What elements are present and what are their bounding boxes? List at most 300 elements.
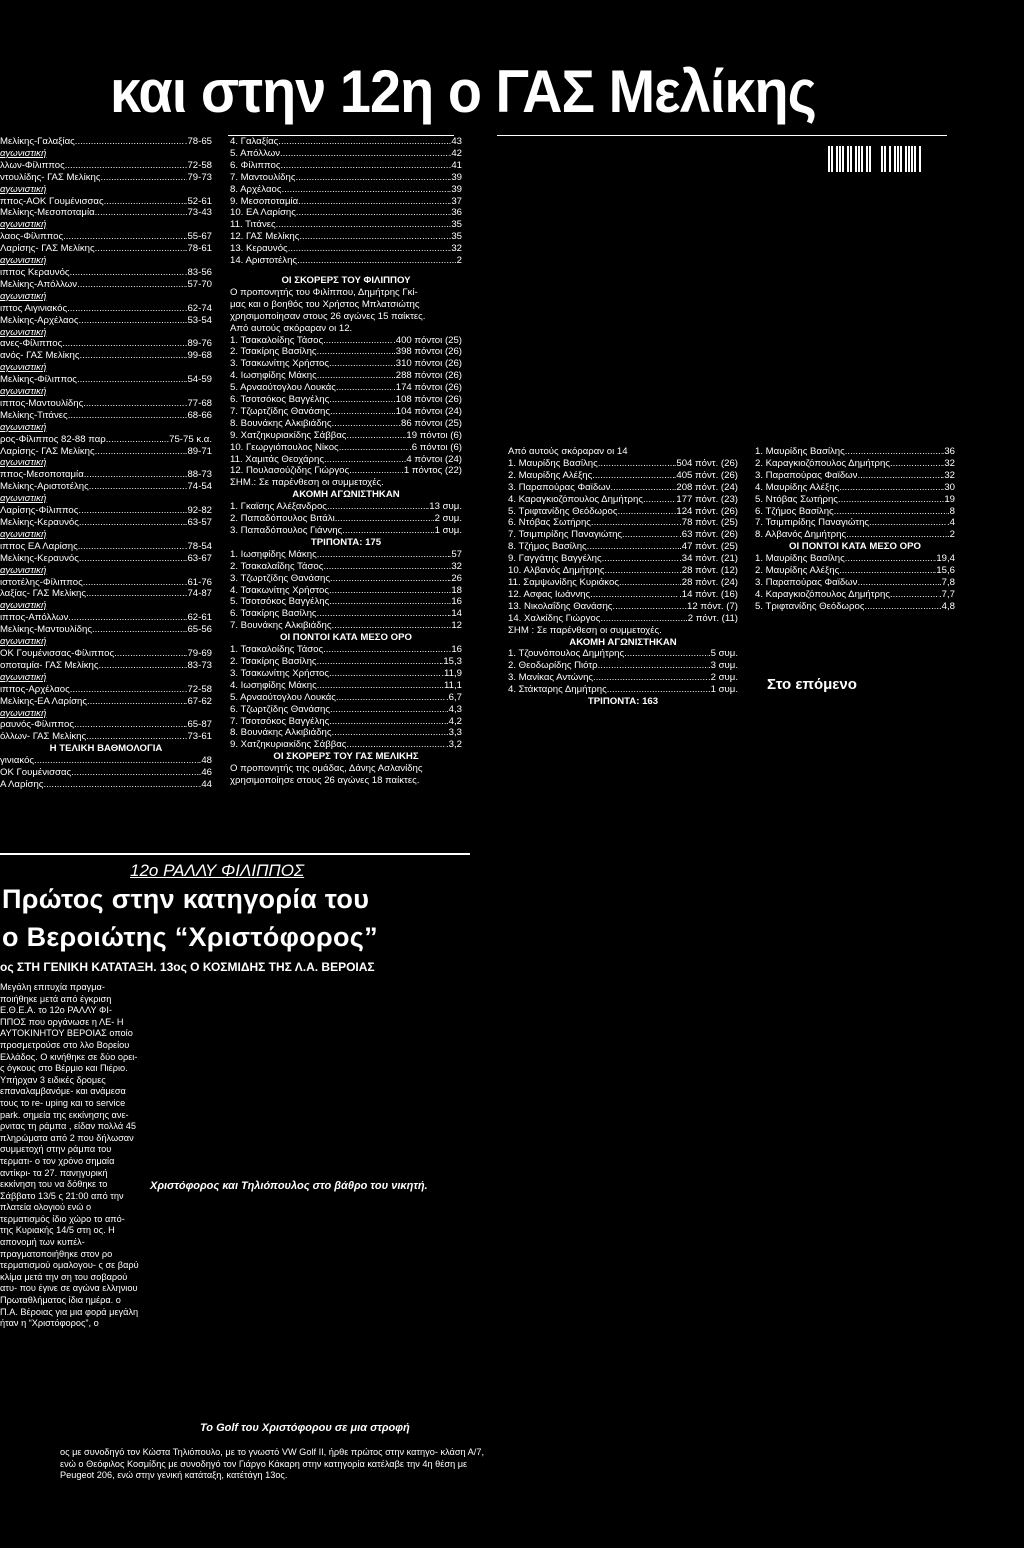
row-value: .2 συμ. <box>707 672 738 684</box>
note-text: Ο προπονητής του Φιλίππου, Δημήτρης Γκί- <box>230 286 418 298</box>
row-value: .62-61 <box>184 612 212 624</box>
dot-leader <box>330 406 393 418</box>
result-row <box>0 469 212 481</box>
row-name: 4. Τσακωνίτης Χρήστος <box>230 584 330 596</box>
row-name: 3. Παραπούρας Φαϊδων <box>755 469 858 481</box>
dot-leader <box>75 136 185 148</box>
row-name: 3. Τσακωνίτης Χρήστος <box>230 358 330 370</box>
row-value: .2 συμ. <box>431 513 462 525</box>
result-row <box>0 350 212 362</box>
row-value: .32 <box>448 243 462 255</box>
result-row <box>230 668 462 680</box>
row-name: 12. Πουλασούζιδης Γιώργος <box>230 465 350 477</box>
row-value: .43 <box>448 136 462 147</box>
row-name: 7. Τσοτσόκος Βαγγέλης <box>230 715 330 727</box>
row-value: .83-73 <box>184 659 212 671</box>
row-value: .19 <box>941 493 955 505</box>
result-row <box>0 136 212 148</box>
row-name: 1. Τσακαλοίδης Τάσος <box>230 644 324 656</box>
row-value: .3 συμ. <box>707 660 738 672</box>
results-column-right-1 <box>508 446 738 708</box>
result-row <box>508 470 738 482</box>
result-row <box>0 684 212 696</box>
dot-leader <box>317 656 441 668</box>
row-name: ΟΚ Γουμένισσας <box>0 767 72 779</box>
dot-leader <box>317 549 449 561</box>
row-name: 7. Τσιμπιρίδης Παναγιώτης <box>755 517 870 529</box>
result-row <box>230 727 462 739</box>
row-value: .28 πόντ. (24) <box>679 576 738 588</box>
dot-leader <box>323 335 393 347</box>
row-name: ππος-ΑΟΚ Γουμένισσας <box>0 195 104 207</box>
note-text: Από αυτούς σκόραραν οι 14 <box>508 446 628 457</box>
row-value: .39 <box>448 171 462 183</box>
row-name: 8. Τζήμος Βασίλης <box>508 541 587 553</box>
row-name: 2. Μαυρίδης Αλέξης <box>508 469 593 481</box>
result-row <box>0 267 212 279</box>
row-name: 2. Τσακίρης Βασίλης <box>230 346 317 358</box>
row-value: .78-54 <box>184 540 212 552</box>
row-value: .1 συμ. <box>707 684 738 696</box>
dot-leader <box>332 727 446 739</box>
result-row <box>230 196 462 208</box>
dot-leader <box>317 346 394 358</box>
results-column-middle <box>230 136 462 787</box>
dot-leader <box>598 458 674 470</box>
dot-leader <box>95 446 185 458</box>
section-heading: Η ΤΕΛΙΚΗ ΒΑΘΜΟΛΟΓΙΑ <box>49 743 163 755</box>
result-row <box>0 374 212 386</box>
row-name: 9. Χατζηκυριακίδης Σάββας <box>230 429 347 441</box>
row-value: .61-76 <box>184 576 212 588</box>
row-value: .288 πόντοι (26) <box>393 370 462 382</box>
row-value: .72-58 <box>184 683 212 695</box>
result-row <box>230 656 462 668</box>
row-value: .12 πόντ. (7) <box>684 600 738 612</box>
dot-leader <box>100 172 187 184</box>
row-value: .86 πόντοι (25) <box>398 417 462 429</box>
row-name: ανός- ΓΑΣ Μελίκης <box>0 350 80 362</box>
row-value: .57-70 <box>184 278 212 290</box>
row-value: .35 <box>448 219 462 231</box>
dot-leader <box>317 680 442 692</box>
row-name: ραυνός-Φίλιππος <box>0 719 74 731</box>
result-row <box>0 315 212 327</box>
result-row <box>230 207 462 219</box>
rally-story: Μεγάλη επιτυχία πραγμα- ποιήθηκε μετά από έγκριση Ε.Θ.Ε.Α. το 12ο ΡΑΛΛΥ ΦΙ- ΠΠΟΣ που οργάνωσε η ΛΕ- Η ΑΥΤΟΚΙΝΗΤΟΥ ΒΕΡΟΙΑΣ οποίο προσμετρούσε στο λλο Βορείου Ελλάδος. Ο κινήθηκε σε δύο ορει- ς όγκους στο Βέρμιο και Πιέριο. Υπήρχαν 3 ειδικές δρομες επαναλαμβανόμε- και ανάμεσα τους το re- uping και το service park. σημεία της εκκίνησης ανε- ρνιτας τη ράμπα , είδαν πολλά 45 πληρώματα από 2 που δήλωσαν συμμετοχή στην ράμπα του τερματι- ο τον χρόνο σημαία αντίκρι- τα 27. πανηγυρική εκκίνηση του να δόθηκε το Σάββατο 13/5 ς 21:00 από την πλατεία ολογιού ενώ ο τερματισμός ίδιο χώρο το από- της Κυριακής 14/5 στη ος. Η απονομή των κυπέλ- πραγματοποιήθηκε στον ρο τερματισμού ομαλογου- ς σε βαρύ κλίμα μετά την ση του σοβαρού ατυ- που έγινε σε αγώνα ελληνιου Πρωταθλήματος ίδια ημέρα. ο Π.Α. Βέροιας για μια φορά μεγάλη ήταν η “Χριστόφορος”, ο <box>0 982 139 1329</box>
result-row <box>0 660 212 672</box>
row-value: .63 πόντ. (26) <box>679 529 738 541</box>
result-row <box>230 184 462 196</box>
row-name: 6. Τσοτσόκος Βαγγέλης <box>230 394 330 406</box>
row-value: .67-62 <box>184 695 212 707</box>
result-row <box>755 601 955 613</box>
result-row <box>508 577 738 589</box>
row-name: Μελίκης-Γαλαξίας <box>0 136 75 147</box>
row-value: .16 <box>448 644 462 656</box>
dot-leader <box>329 394 393 406</box>
result-row <box>230 219 462 231</box>
dot-leader <box>349 465 401 477</box>
row-name: 13. Κεραυνός <box>230 243 288 255</box>
row-name: 6. Φίλιππος <box>230 159 281 171</box>
section-heading: ΤΡΙΠΟΝΤΑ: 163 <box>587 696 659 708</box>
result-row <box>230 148 462 160</box>
dot-leader <box>890 589 939 601</box>
row-value: .124 πόντ. (26) <box>673 505 738 517</box>
row-value: .34 πόντ. (21) <box>679 553 738 565</box>
round-header: αγωνιστική <box>0 362 47 374</box>
row-value: .74-87 <box>184 588 212 600</box>
row-name: 5. Τσοτσόκος Βαγγέλης <box>230 596 330 608</box>
dot-leader <box>80 350 185 362</box>
row-name: 6. Τζήμος Βασίλης <box>755 505 834 517</box>
row-name: 7. Τζωρτζίδης Θανάσης <box>230 405 330 417</box>
row-value: .208 πόντ. (24) <box>673 481 738 493</box>
row-name: ιππος Κεραυνός <box>0 266 70 278</box>
dot-leader <box>298 196 449 208</box>
row-name: ιππος-Απόλλων <box>0 612 69 624</box>
result-row <box>508 541 738 553</box>
dot-leader <box>280 160 448 172</box>
row-name: ανες-Φίλιππος <box>0 338 63 350</box>
row-name: 4. Μαυρίδης Αλέξης <box>755 481 840 493</box>
result-row <box>230 370 462 382</box>
dot-leader <box>607 684 708 696</box>
result-row <box>230 716 462 728</box>
dot-leader <box>95 243 185 255</box>
row-name: λαξίας- ΓΑΣ Μελίκης <box>0 588 87 600</box>
row-value: .174 πόντοι (26) <box>393 382 462 394</box>
photo-caption-podium: Χριστόφορος και Τηλιόπουλος στο βάθρο του νικητή. <box>150 1180 428 1192</box>
results-column-right-2 <box>755 446 955 613</box>
dot-leader <box>624 648 708 660</box>
result-row <box>755 553 955 565</box>
row-value: .12 <box>448 620 462 632</box>
row-value: .398 πόντοι (26) <box>393 346 462 358</box>
result-row <box>755 470 955 482</box>
dot-leader <box>99 660 185 672</box>
result-row <box>755 506 955 518</box>
row-value: .32 <box>941 457 955 469</box>
spacer <box>230 267 462 275</box>
row-value: .57 <box>448 548 462 560</box>
row-value: .30 <box>941 481 955 493</box>
section-heading: ΟΙ ΠΟΝΤΟΙ ΚΑΤΑ ΜΕΣΟ ΟΡΟ <box>280 632 412 644</box>
row-name: 3. Παπαδόπουλος Γιάννης <box>230 525 343 536</box>
result-row <box>755 589 955 601</box>
dot-leader <box>288 243 449 255</box>
result-row <box>0 696 212 708</box>
dot-leader <box>114 648 185 660</box>
round-header: αγωνιστική <box>0 636 47 648</box>
row-name: ιπτος Αιγινιακός <box>0 302 68 314</box>
result-row <box>230 596 462 608</box>
row-value: .36 <box>941 446 955 457</box>
rally-headline-line-2: ο Βεροιώτης “Χριστόφορος” <box>2 922 378 952</box>
result-row <box>0 172 212 184</box>
dot-leader <box>593 672 708 684</box>
result-row <box>0 481 212 493</box>
row-name: οποταμία- ΓΑΣ Μελίκης <box>0 659 99 671</box>
row-value: .5 συμ. <box>707 648 738 660</box>
row-value: .41 <box>448 159 462 171</box>
dot-leader <box>104 196 185 208</box>
row-value: .68-66 <box>184 409 212 421</box>
row-name: 1. Τζουνόπουλος Δημήτρης <box>508 648 625 660</box>
result-row <box>230 608 462 620</box>
row-value: .46 <box>198 767 212 779</box>
dot-leader <box>67 303 185 315</box>
row-name: ρος-Φίλιππος 82-88 παρ. <box>0 433 109 445</box>
row-value: 79-73 <box>187 171 212 183</box>
dot-leader <box>336 382 393 394</box>
rally-subheadline: ος ΣΤΗ ΓΕΝΙΚΗ ΚΑΤΑΤΑΞΗ. 13ος Ο ΚΟΣΜΙΔΗΣ ΤΗΣ Λ.Α. ΒΕΡΟΙΑΣ <box>0 960 375 974</box>
row-name: Μελίκης-Τιτάνες <box>0 409 68 421</box>
result-row <box>230 561 462 573</box>
row-value: .400 πόντοι (25) <box>393 334 462 346</box>
row-value: .54-59 <box>184 374 212 386</box>
dot-leader <box>297 255 454 267</box>
result-row <box>0 243 212 255</box>
result-row <box>0 541 212 553</box>
dot-leader <box>108 434 161 446</box>
dot-leader <box>598 660 708 672</box>
dot-leader <box>34 755 199 767</box>
result-row <box>755 458 955 470</box>
result-row <box>508 517 738 529</box>
row-name: 3. Τζωρτζίδης Θανάσης <box>230 572 330 584</box>
result-row <box>230 358 462 370</box>
row-name: 3. Τσακωνίτης Χρήστος <box>230 667 330 679</box>
result-row <box>230 335 462 347</box>
round-header: αγωνιστική <box>0 219 47 231</box>
dot-leader <box>612 601 684 613</box>
round-header: αγωνιστική <box>0 528 47 540</box>
result-row <box>755 494 955 506</box>
row-value: .6 πόντοι (6) <box>409 441 462 453</box>
dot-leader <box>346 430 403 442</box>
row-value: .63-67 <box>184 552 212 564</box>
row-value: .19,4 <box>933 553 955 565</box>
row-name: 1. Ιωσηφίδης Μάκης <box>230 548 317 560</box>
row-value: .1 πόντος (22) <box>401 465 462 477</box>
dot-leader <box>86 731 185 743</box>
row-value: .44 <box>198 778 212 790</box>
dot-leader <box>591 517 679 529</box>
dot-leader <box>329 358 393 370</box>
row-name: Μελίκης-Αριστοτέλης <box>0 481 89 493</box>
result-row <box>0 410 212 422</box>
row-value: .3,3 <box>445 727 462 739</box>
row-value: .310 πόντοι (26) <box>393 358 462 370</box>
round-header: αγωνιστική <box>0 290 47 302</box>
row-value: .3,2 <box>445 739 462 751</box>
dot-leader <box>89 481 185 493</box>
result-row <box>0 505 212 517</box>
row-value: ...75-75 κ.α. <box>161 433 212 445</box>
row-name: Λαρίσης- ΓΑΣ Μελίκης <box>0 445 95 457</box>
row-value: 73-43 <box>187 207 212 219</box>
result-row <box>755 482 955 494</box>
row-value: .79-69 <box>184 647 212 659</box>
dot-leader <box>857 577 939 589</box>
round-header: αγωνιστική <box>0 326 47 338</box>
row-name: 13. Νικολαΐδης Θανάσης <box>508 600 613 612</box>
section-heading: ΑΚΟΜΗ ΑΓΩΝΙΣΤΗΚΑΝ <box>292 489 400 501</box>
row-name: γινιακός <box>0 755 35 767</box>
row-value: .88-73 <box>184 469 212 481</box>
row-value: .92-82 <box>184 505 212 517</box>
row-value: .4 <box>946 517 955 529</box>
result-row <box>0 279 212 291</box>
dot-leader <box>587 541 679 553</box>
row-value: .2 <box>946 529 955 541</box>
dot-leader <box>332 418 399 430</box>
row-name: 11. Σαμψωνίδης Κυριάκος <box>508 576 619 588</box>
dot-leader <box>87 696 185 708</box>
result-row <box>0 624 212 636</box>
row-name: 5. Απόλλων <box>230 147 281 159</box>
row-value: .16 <box>448 596 462 608</box>
row-name: ΟΚ Γουμένισσας-Φίλιππος <box>0 647 115 659</box>
dot-leader <box>68 612 185 624</box>
result-row <box>230 525 462 537</box>
dot-leader <box>65 160 185 172</box>
result-row <box>230 418 462 430</box>
row-name: 6. Ντόβας Σωτήρης <box>508 517 591 529</box>
dot-leader <box>869 517 947 529</box>
result-row <box>508 458 738 470</box>
note-text: χρησιμοποίησαν στους 26 αγώνες 15 παίκτες. <box>230 310 426 322</box>
result-row <box>508 482 738 494</box>
row-name: 11. Χαμιτάς Θεοχάρης <box>230 453 324 465</box>
section-heading: ΤΡΙΠΟΝΤΑ: 175 <box>310 536 382 548</box>
result-row <box>0 196 212 208</box>
row-name: 5. Αρναούτογλου Λουκάς <box>230 382 336 394</box>
row-value: .4,3 <box>445 703 462 715</box>
result-row <box>230 501 462 513</box>
row-name: 8. Αρχέλαος <box>230 183 282 195</box>
row-value: .36 <box>448 207 462 219</box>
row-name: Μελίκης-Μαντουλίδης <box>0 624 92 636</box>
dot-leader <box>323 644 449 656</box>
results-column-left <box>0 136 212 791</box>
row-name: ππος-Μεσοποταμία <box>0 469 84 481</box>
result-row <box>0 446 212 458</box>
row-name: όλλων- ΓΑΣ Μελίκης <box>0 731 87 743</box>
section-heading: ΟΙ ΣΚΟΡΕΡΣ ΤΟΥ ΓΑΣ ΜΕΛΙΚΗΣ <box>273 751 419 763</box>
row-value: .42 <box>448 147 462 159</box>
result-row <box>755 565 955 577</box>
row-name: 4. Ιωσηφίδης Μάκης <box>230 370 317 382</box>
round-header: αγωνιστική <box>0 386 47 398</box>
row-value: .63-57 <box>184 517 212 528</box>
row-value: .14 πόντ. (16) <box>679 588 738 600</box>
result-row <box>0 434 212 446</box>
section-heading: ΟΙ ΠΟΝΤΟΙ ΚΑΤΑ ΜΕΣΟ ΟΡΟ <box>789 541 921 553</box>
row-name: 5. Τριφτανίδης Θεόδωρος <box>508 505 618 517</box>
result-row <box>508 684 738 696</box>
dot-leader <box>846 529 947 541</box>
result-row <box>508 660 738 672</box>
dot-leader <box>317 370 393 382</box>
dot-leader <box>604 565 679 577</box>
dot-leader <box>327 501 427 513</box>
round-header: αγωνιστική <box>0 457 47 469</box>
dot-leader <box>330 704 446 716</box>
dot-leader <box>335 513 432 525</box>
note-text: Ο προπονητής της ομάδας, Δάνης Ασλανίδης <box>230 763 423 775</box>
row-value: .83-56 <box>184 266 212 278</box>
dot-leader <box>295 172 448 184</box>
result-row <box>0 338 212 350</box>
row-value: .26 <box>448 572 462 584</box>
row-name: 9. Γαγγάτης Βαγγέλης <box>508 553 602 565</box>
row-value: .78-65 <box>184 136 212 147</box>
row-name: 1. Μαυρίδης Βασίλης <box>508 457 598 469</box>
dot-leader <box>592 470 674 482</box>
row-name: 2. Τσακίρης Βασίλης <box>230 655 317 667</box>
dot-leader <box>278 136 448 148</box>
dot-leader <box>323 561 448 573</box>
result-row <box>230 585 462 597</box>
result-row <box>0 612 212 624</box>
result-row <box>230 255 462 267</box>
row-name: 4. Γαλαξίας <box>230 136 279 147</box>
dot-leader <box>63 231 185 243</box>
row-value: .7,7 <box>938 588 955 600</box>
dot-leader <box>77 279 185 291</box>
result-row <box>0 398 212 410</box>
dot-leader <box>834 506 947 518</box>
result-row <box>0 207 212 219</box>
row-name: 2. Καραγκιοζόπουλος Δημήτρης <box>755 457 890 469</box>
result-row <box>230 573 462 585</box>
row-name: 2. Μαυρίδης Αλέξης <box>755 565 840 577</box>
dot-leader <box>78 315 184 327</box>
row-name: 12. Ασφας Ιωάννης <box>508 588 591 600</box>
row-name: 4. Καραγκιοζόπουλος Δημήτρης <box>508 493 643 505</box>
row-value: .13 συμ. <box>426 501 462 513</box>
dot-leader <box>299 231 448 243</box>
round-header: αγωνιστική <box>0 183 47 195</box>
dot-leader <box>329 596 448 608</box>
row-value: .15,6 <box>933 565 955 577</box>
result-row <box>230 644 462 656</box>
row-value: .77-68 <box>184 397 212 409</box>
result-row <box>0 160 212 172</box>
section-heading: ΟΙ ΣΚΟΡΕΡΣ ΤΟΥ ΦΙΛΙΠΠΟΥ <box>281 274 411 286</box>
dot-leader <box>70 267 185 279</box>
row-name: Λαρίσης- ΓΑΣ Μελίκης <box>0 243 95 255</box>
result-row <box>0 779 212 791</box>
dot-leader <box>79 553 185 565</box>
row-value: .11,9 <box>441 667 462 679</box>
result-row <box>230 513 462 525</box>
result-row <box>230 442 462 454</box>
result-row <box>755 446 955 458</box>
rally-kicker: 12ο ΡΑΛΛΥ ΦΙΛΙΠΠΟΣ <box>130 861 305 880</box>
result-row <box>0 731 212 743</box>
result-row <box>508 506 738 518</box>
row-name: 2. Θεοδωρίδης Πιότρ <box>508 660 598 672</box>
result-row <box>230 231 462 243</box>
result-row <box>230 430 462 442</box>
row-value: .99-68 <box>184 350 212 362</box>
dot-leader <box>610 482 673 494</box>
row-name: 10. Γεωργιόπουλος Νίκος <box>230 441 339 453</box>
